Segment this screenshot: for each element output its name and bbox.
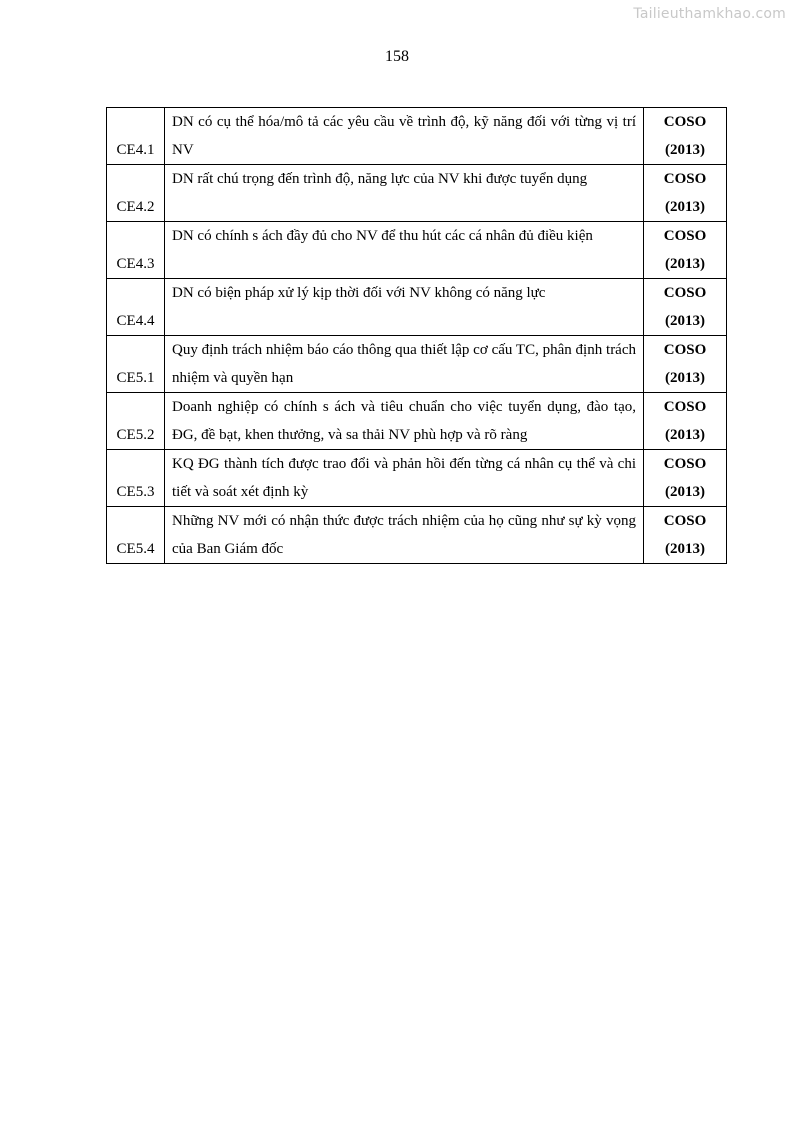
criterion-code: CE4.2 xyxy=(116,199,155,215)
table-row xyxy=(107,450,727,507)
criterion-source-cell xyxy=(644,165,727,222)
source-name: COSO xyxy=(663,228,707,244)
criterion-source-cell xyxy=(644,393,727,450)
source-year: (2013) xyxy=(665,370,705,386)
criterion-code: CE5.1 xyxy=(116,370,155,386)
criterion-code-cell xyxy=(107,222,165,279)
criterion-code: CE4.3 xyxy=(116,256,155,272)
criterion-description: DN có biện pháp xử lý kịp thời đối với NV không có năng lực xyxy=(165,279,644,336)
source-name: COSO xyxy=(663,456,707,472)
source-year: (2013) xyxy=(665,142,705,158)
table-row xyxy=(107,222,727,279)
source-year: (2013) xyxy=(665,256,705,272)
criterion-code-cell xyxy=(107,393,165,450)
source-year: (2013) xyxy=(665,199,705,215)
source-name: COSO xyxy=(663,399,707,415)
source-year: (2013) xyxy=(665,427,705,443)
source-name: COSO xyxy=(663,513,707,529)
source-name: COSO xyxy=(663,114,707,130)
criterion-code-cell xyxy=(107,279,165,336)
criterion-description: DN có cụ thể hóa/mô tả các yêu cầu về trình độ, kỹ năng đối với từng vị trí NV xyxy=(165,108,644,165)
source-year: (2013) xyxy=(665,313,705,329)
criterion-description: Quy định trách nhiệm báo cáo thông qua thiết lập cơ cấu TC, phân định trách nhiệm và quyền hạn xyxy=(165,336,644,393)
criterion-source-cell xyxy=(644,450,727,507)
criterion-code-cell xyxy=(107,507,165,564)
criterion-source-cell xyxy=(644,507,727,564)
criterion-description: DN có chính s ách đầy đủ cho NV để thu hút các cá nhân đủ điều kiện xyxy=(165,222,644,279)
source-name: COSO xyxy=(663,285,707,301)
criterion-code-cell xyxy=(107,165,165,222)
watermark-text: Tailieuthamkhao.com xyxy=(633,6,786,22)
criterion-description: KQ ĐG thành tích được trao đổi và phản hồi đến từng cá nhân cụ thể và chi tiết và soát xét định kỳ xyxy=(165,450,644,507)
source-year: (2013) xyxy=(665,484,705,500)
criterion-description: Những NV mới có nhận thức được trách nhiệm của họ cũng như sự kỳ vọng của Ban Giám đốc xyxy=(165,507,644,564)
criterion-code: CE4.4 xyxy=(116,313,155,329)
criterion-source-cell xyxy=(644,222,727,279)
table-row xyxy=(107,279,727,336)
criterion-source-cell xyxy=(644,336,727,393)
table-row xyxy=(107,336,727,393)
table-row xyxy=(107,393,727,450)
criterion-code: CE4.1 xyxy=(116,142,155,158)
table-row xyxy=(107,108,727,165)
table-row xyxy=(107,507,727,564)
criterion-description: Doanh nghiệp có chính s ách và tiêu chuẩn cho việc tuyển dụng, đào tạo, ĐG, đề bạt, khen thưởng, và sa thải NV phù hợp và rõ ràng xyxy=(165,393,644,450)
criteria-table xyxy=(106,107,727,564)
source-name: COSO xyxy=(663,171,707,187)
criterion-code: CE5.2 xyxy=(116,427,155,443)
criterion-code-cell xyxy=(107,108,165,165)
criterion-code: CE5.4 xyxy=(116,541,155,557)
criterion-source-cell xyxy=(644,279,727,336)
page-number: 158 xyxy=(385,48,409,65)
criterion-code: CE5.3 xyxy=(116,484,155,500)
table-row xyxy=(107,165,727,222)
criterion-code-cell xyxy=(107,450,165,507)
criterion-code-cell xyxy=(107,336,165,393)
source-year: (2013) xyxy=(665,541,705,557)
criterion-source-cell xyxy=(644,108,727,165)
source-name: COSO xyxy=(663,342,707,358)
criterion-description: DN rất chú trọng đến trình độ, năng lực của NV khi được tuyển dụng xyxy=(165,165,644,222)
